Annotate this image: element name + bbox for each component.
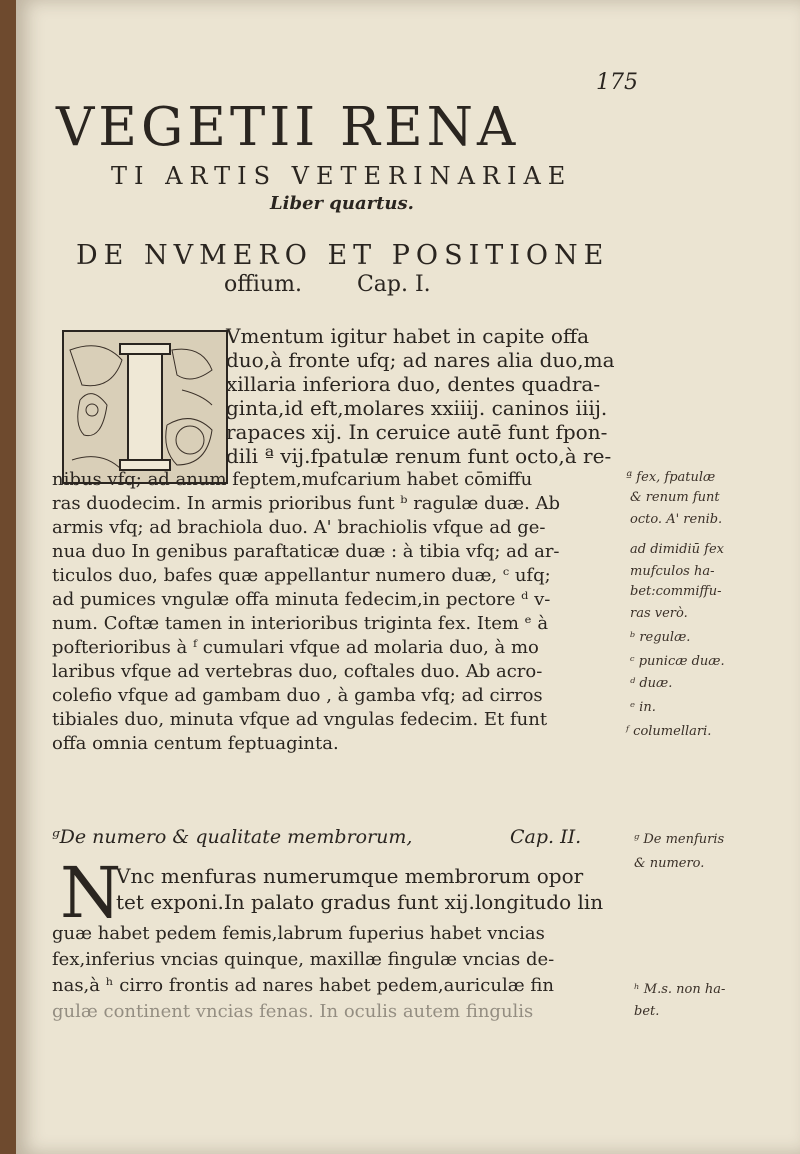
ch1-line-7: nibus vfq; ad anum feptem,mufcarium habet cōmiffu — [52, 469, 533, 490]
ch1-line-12: ad pumices vngulæ offa minuta fedecim,in pectore ᵈ v- — [52, 589, 551, 610]
margin-note: bet. — [634, 1004, 660, 1019]
margin-note: ʰ M.s. non ha- — [634, 982, 726, 997]
ch1-line-18: offa omnia centum feptuaginta. — [52, 733, 339, 754]
ch1-line-17: tibiales duo, minuta vfque ad vngulas fedecim. Et funt — [52, 709, 548, 730]
chapter1-subheading — [224, 272, 431, 297]
margin-note: ras verò. — [630, 606, 688, 621]
ch1-line-6: dili ª vij.fpatulæ renum funt octo,à re- — [226, 444, 612, 468]
chapter2-label: Cap. II. — [510, 826, 582, 848]
chapter2-heading: ᵍDe numero & qualitate membrorum, — [52, 826, 413, 848]
ch1-line-14: pofterioribus à ᶠ cumulari vfque ad molaria duo, à mo — [52, 637, 539, 658]
ch1-line-16: colefio vfque ad gambam duo , à gamba vfq; ad cirros — [52, 685, 543, 706]
margin-note: ᵉ in. — [630, 700, 656, 715]
margin-note: & renum funt — [630, 490, 720, 505]
ch1-line-9: armis vfq; ad brachiola duo. A' brachiolis vfque ad ge- — [52, 517, 546, 538]
running-title: VEGETII RENA — [56, 97, 520, 158]
ch1-line-1: Vmentum igitur habet in capite offa — [226, 324, 589, 348]
ch1-line-8: ras duodecim. In armis prioribus funt ᵇ ragulæ duæ. Ab — [52, 493, 561, 514]
margin-note: octo. A' renib. — [630, 512, 723, 527]
margin-note: ª fex, fpatulæ — [626, 470, 716, 485]
ch1-line-15: laribus vfque ad vertebras duo, coftales duo. Ab acro- — [52, 661, 543, 682]
margin-note: ᵈ duæ. — [630, 676, 673, 691]
chapter2-initial: N — [60, 852, 122, 934]
margin-note: ᵍ De menfuris — [634, 832, 725, 847]
chapter1-subheading-word: offium. — [224, 272, 302, 297]
margin-note: mufculos ha- — [630, 564, 715, 579]
ch1-line-13: num. Coftæ tamen in interioribus triginta fex. Item ᵉ à — [52, 613, 549, 634]
book-title: Liber quartus. — [270, 193, 414, 214]
margin-note: bet:commiffu- — [630, 584, 722, 599]
ch1-line-10: nua duo In genibus paraftaticæ duæ : à tibia vfq; ad ar- — [52, 541, 560, 562]
ch2-line-4: fex,inferius vncias quinque, maxillæ fingulæ vncias de- — [52, 949, 555, 970]
ch2-line-5: nas,à ʰ cirro frontis ad nares habet pedem,auriculæ fin — [52, 975, 554, 996]
ch2-line-3: guæ habet pedem femis,labrum fuperius habet vncias — [52, 923, 545, 944]
margin-note: ad dimidiū fex — [630, 542, 724, 557]
ch1-line-5: rapaces xij. In ceruice autē funt fpon- — [226, 420, 608, 444]
chapter1-label: Cap. I. — [356, 272, 431, 297]
book-page — [16, 0, 800, 1154]
ch1-line-11: ticulos duo, bafes quæ appellantur numero duæ, ᶜ ufq; — [52, 565, 551, 586]
ch1-line-4: ginta,id eft,molares xxiiij. caninos iiij. — [226, 396, 608, 420]
subtitle: TI ARTIS VETERINARIAE — [111, 162, 573, 190]
margin-note: & numero. — [634, 856, 705, 871]
ch2-line-2: tet exponi.In palato gradus funt xij.longitudo lin — [116, 890, 604, 914]
margin-note: ᶠ columellari. — [626, 724, 712, 739]
page-number: 175 — [596, 70, 638, 95]
chapter1-heading: DE NVMERO ET POSITIONE — [76, 240, 610, 271]
ch2-line-6: gulæ continent vncias fenas. In oculis autem fingulis — [52, 1001, 534, 1022]
margin-note: ᶜ punicæ duæ. — [630, 654, 725, 669]
ch1-line-2: duo,à fronte ufq; ad nares alia duo,ma — [226, 348, 615, 372]
margin-note: ᵇ regulæ. — [630, 630, 691, 645]
ch1-line-3: xillaria inferiora duo, dentes quadra- — [226, 372, 601, 396]
ch2-line-1: Vnc menfuras numerumque membrorum opor — [116, 864, 584, 888]
decorative-initial-woodcut — [62, 330, 228, 484]
woodcut-initial-icon — [62, 330, 228, 484]
